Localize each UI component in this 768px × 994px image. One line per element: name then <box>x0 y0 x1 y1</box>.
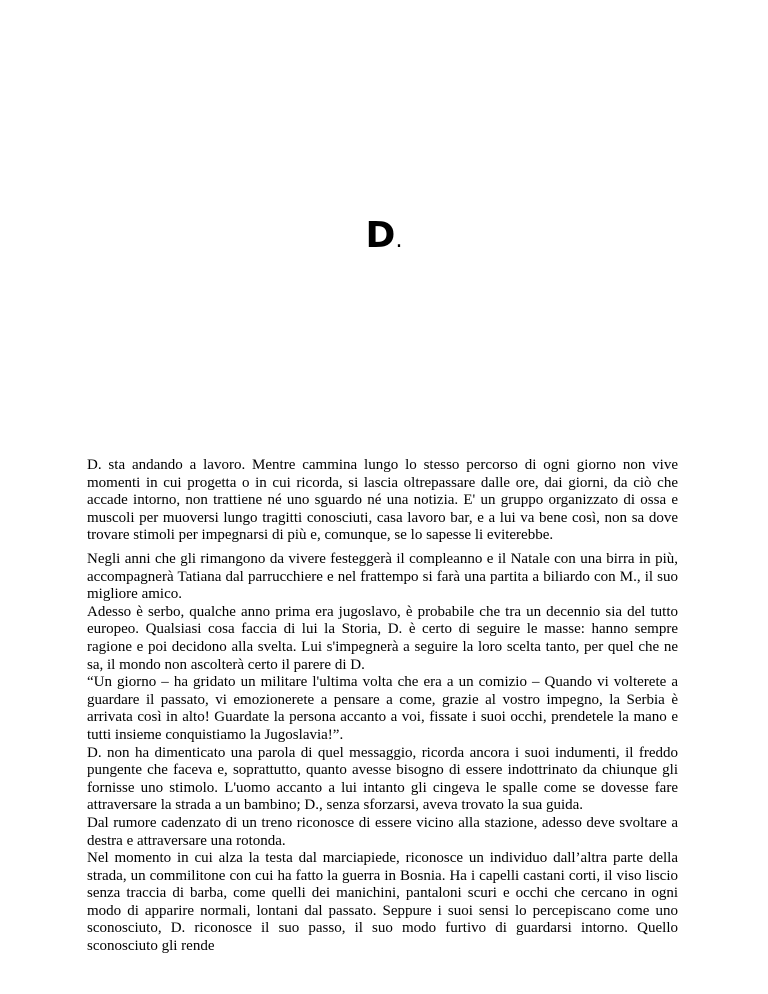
body-paragraphs <box>87 551 678 956</box>
paragraph: Negli anni che gli rimangono da vivere festeggerà il compleanno e il Natale con una birra in più, accompagnerà Tatiana dal parrucchiere e nel frattempo si farà una partita a biliardo con M., il suo migliore amico. <box>87 551 678 603</box>
paragraph: Nel momento in cui alza la testa dal marciapiede, riconosce un individuo dall’altra parte della strada, un commilitone con cui ha fatto la guerra in Bosnia. Ha i capelli castani corti, il viso liscio senza traccia di barba, come quelli dei manichini, pantaloni scuri e occhi che cercano in ogni modo di apparire normali, lontani dal passato. Seppure i suoi sensi lo percepiscano come uno sconosciuto, D. riconosce il suo passo, il suo modo furtivo di guardarsi intorno. Quello sconosciuto gli rende <box>87 850 678 955</box>
chapter-title <box>0 214 768 263</box>
chapter-title-letter: D <box>365 215 396 256</box>
opening-paragraph <box>87 457 678 545</box>
paragraph: D. sta andando a lavoro. Mentre cammina lungo lo stesso percorso di ogni giorno non vive momenti in cui progetta o in cui ricorda, si lascia oltrepassare dalle ore, dai giorni, da ciò che accade intorno, non trattiene né uno sguardo né una notizia. E' un gruppo organizzato di ossa e muscoli per muoversi lungo tragitti conosciuti, casa lavoro bar, e a lui va bene così, non sa dove trovare stimoli per impegnarsi di più e, comunque, se lo sapesse li eviterebbe. <box>87 457 678 544</box>
paragraph: D. non ha dimenticato una parola di quel messaggio, ricorda ancora i suoi indumenti, il freddo pungente che faceva e, soprattutto, quanto avesse bisogno di essere indottrinato da chiunque gli fornisse uno stimolo. L'uomo accanto a lui intanto gli cingeva le spalle come se dovesse fare attraversare la strada a un bambino; D., senza sforzarsi, aveva trovato la sua guida. <box>87 744 678 814</box>
paragraph: Adesso è serbo, qualche anno prima era jugoslavo, è probabile che tra un decennio sia del tutto europeo. Qualsiasi cosa faccia di lui la Storia, D. è certo di seguire le masse: hanno sempre ragione e poi decidono alla svelta. Lui s'impegnerà a seguire la loro scelta tanto, per quel che ne sa, il mondo non ascolterà certo il parere di D. <box>87 603 678 673</box>
chapter-title-period: . <box>395 228 403 253</box>
paragraph: Dal rumore cadenzato di un treno riconosce di essere vicino alla stazione, adesso deve svoltare a destra e attraversare una rotonda. <box>87 814 678 849</box>
paragraph: “Un giorno – ha gridato un militare l'ultima volta che era a un comizio – Quando vi volterete a guardare il passato, vi emozionerete a pensare a come, grazie al vostro impegno, la Serbia è arrivata così in alto! Guardate la persona accanto a voi, fissate i suoi occhi, prendetele la mano e tutti insieme conquistiamo la Jugoslavia!”. <box>87 674 678 743</box>
